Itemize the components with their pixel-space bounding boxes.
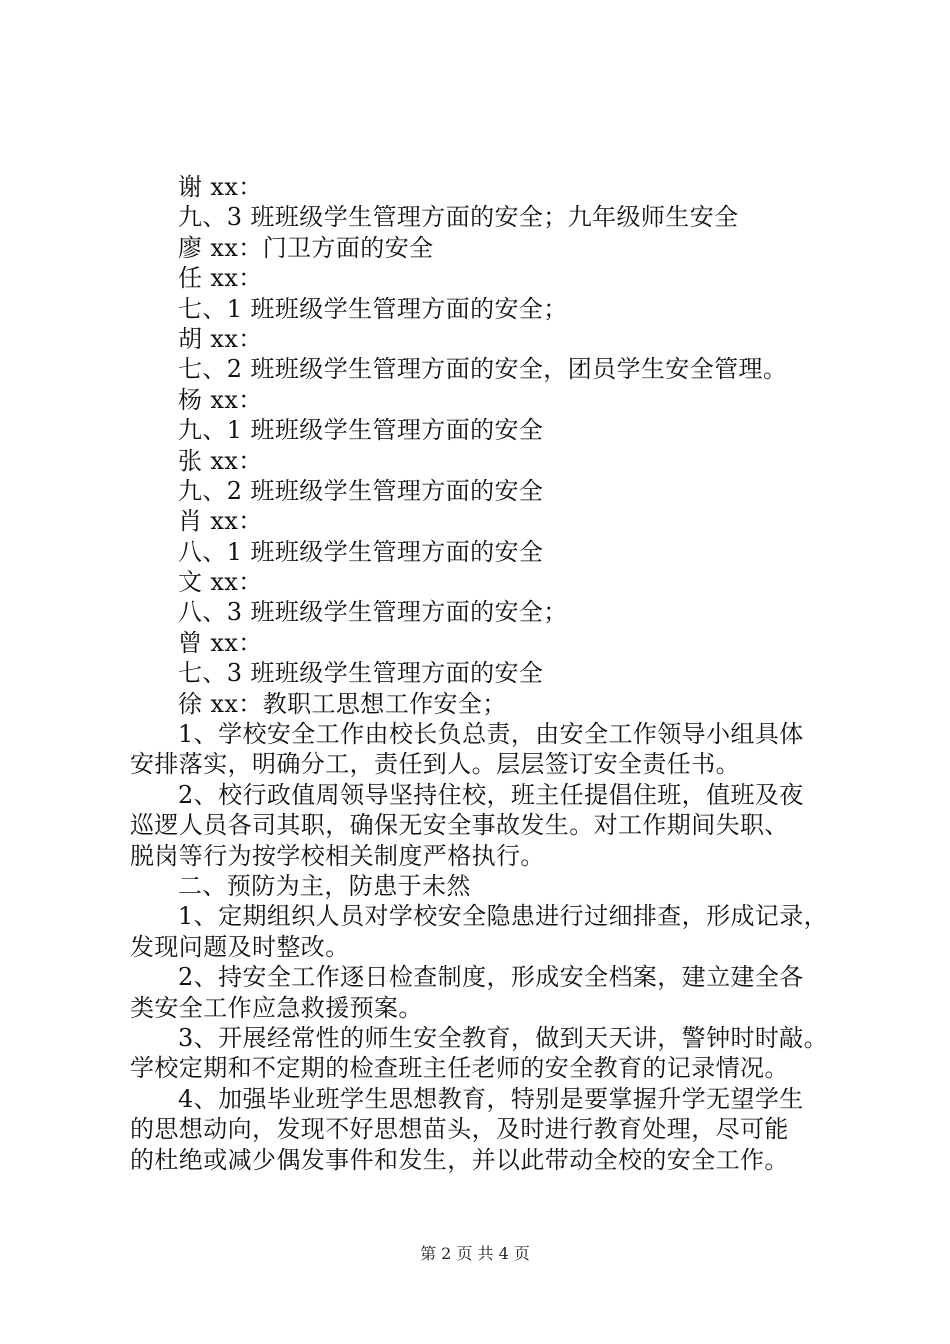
text-line: 七、1 班班级学生管理方面的安全； xyxy=(178,294,568,323)
text-line: 胡 xx： xyxy=(178,324,263,353)
text-line: 1、定期组织人员对学校安全隐患进行过细排查，形成记录， xyxy=(178,902,829,931)
text-line: 九、3 班班级学生管理方面的安全；九年级师生安全 xyxy=(178,203,739,232)
text-line: 类安全工作应急救援预案。 xyxy=(130,993,423,1022)
text-line: 3、开展经常性的师生安全教育，做到天天讲，警钟时时敲。 xyxy=(178,1023,829,1052)
text-line: 曾 xx： xyxy=(178,628,263,657)
text-line: 张 xx： xyxy=(178,446,263,475)
text-line: 巡逻人员各司其职，确保无安全事故发生。对工作期间失职、 xyxy=(130,811,789,840)
text-line: 安排落实，明确分工，责任到人。层层签订安全责任书。 xyxy=(130,750,740,779)
text-line: 1、学校安全工作由校长负总责，由安全工作领导小组具体 xyxy=(178,720,804,749)
text-line: 发现问题及时整改。 xyxy=(130,932,350,961)
text-line: 任 xx： xyxy=(178,264,263,293)
text-line: 七、2 班班级学生管理方面的安全，团员学生安全管理。 xyxy=(178,355,788,384)
text-line: 九、2 班班级学生管理方面的安全 xyxy=(178,476,544,505)
text-line: 2、持安全工作逐日检查制度，形成安全档案，建立建全各 xyxy=(178,963,804,992)
text-line: 谢 xx： xyxy=(178,173,263,201)
text-line: 二、预防为主，防患于未然 xyxy=(178,871,471,900)
text-line: 2、校行政值周领导坚持住校，班主任提倡住班，值班及夜 xyxy=(178,780,804,809)
text-line: 九、1 班班级学生管理方面的安全 xyxy=(178,416,544,445)
text-line: 廖 xx：门卫方面的安全 xyxy=(178,233,434,262)
text-line: 文 xx： xyxy=(178,568,263,597)
text-line: 八、3 班班级学生管理方面的安全； xyxy=(178,598,568,627)
text-line: 八、1 班班级学生管理方面的安全 xyxy=(178,537,544,566)
text-line: 的杜绝或减少偶发事件和发生，并以此带动全校的安全工作。 xyxy=(130,1145,789,1174)
text-line: 杨 xx： xyxy=(178,385,263,414)
text-line: 学校定期和不定期的检查班主任老师的安全教育的记录情况。 xyxy=(130,1054,789,1083)
text-line: 的思想动向，发现不好思想苗头，及时进行教育处理，尽可能 xyxy=(130,1115,789,1144)
text-line: 4、加强毕业班学生思想教育，特别是要掌握升学无望学生 xyxy=(178,1084,804,1113)
document-body xyxy=(130,172,850,1175)
text-line: 肖 xx： xyxy=(178,507,263,536)
page-footer: 第 2 页 共 4 页 xyxy=(420,1244,530,1263)
text-line: 脱岗等行为按学校相关制度严格执行。 xyxy=(130,841,545,870)
text-line: 徐 xx：教职工思想工作安全； xyxy=(178,689,507,718)
text-line: 七、3 班班级学生管理方面的安全 xyxy=(178,659,544,688)
